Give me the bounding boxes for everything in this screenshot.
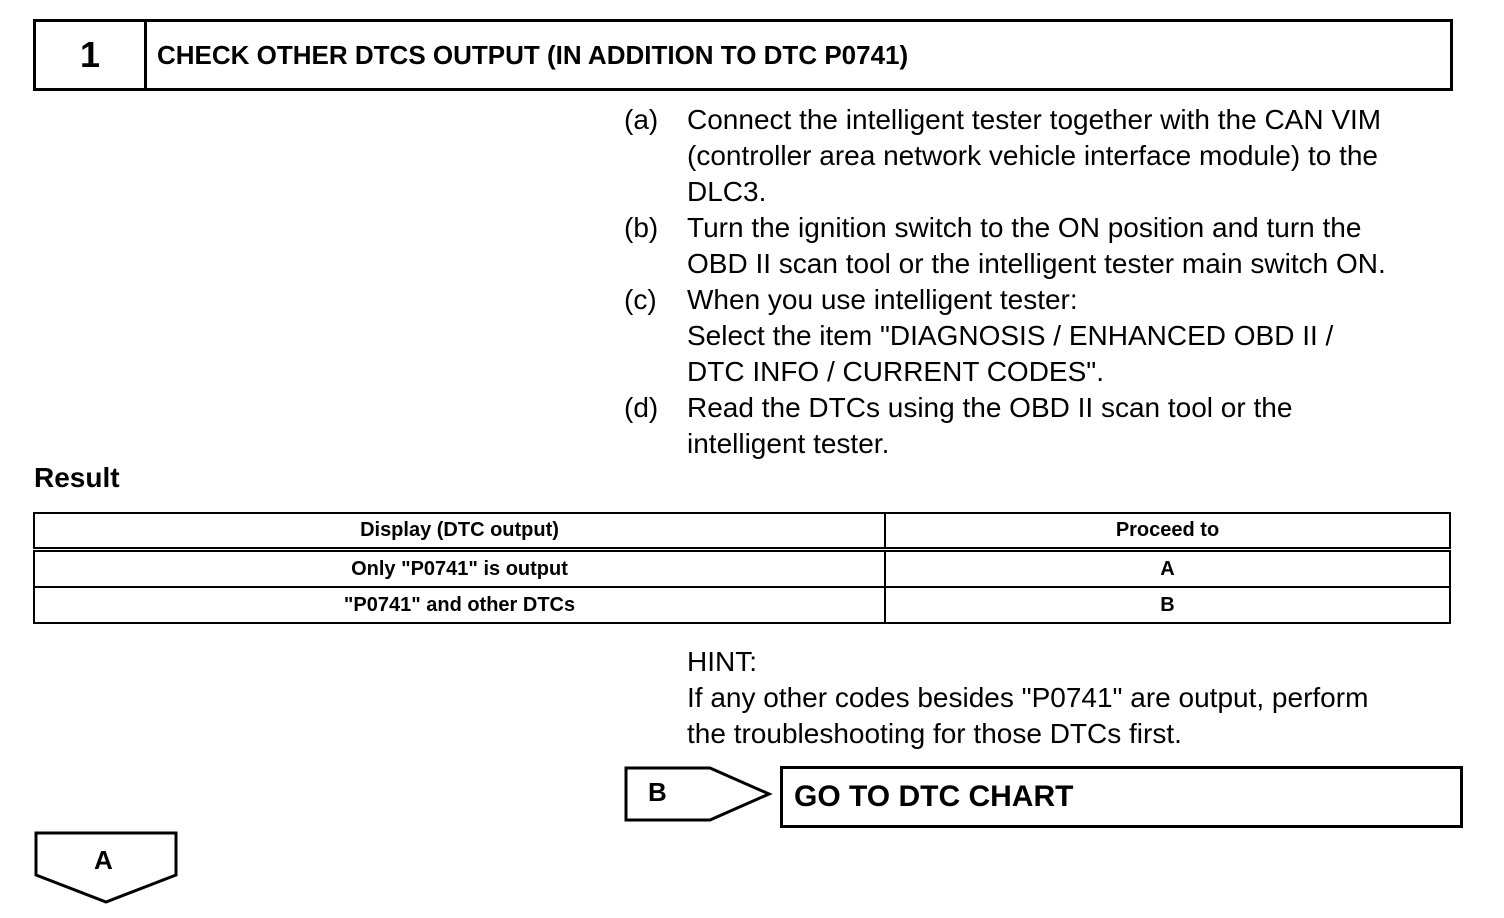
column-header-display: Display (DTC output) [34, 513, 885, 550]
instruction-line: (controller area network vehicle interface module) to the [687, 140, 1379, 171]
result-heading: Result [34, 462, 120, 493]
hint-line: the troubleshooting for those DTCs first. [687, 718, 1182, 749]
instruction-line: Connect the intelligent tester together with the CAN VIM [687, 104, 1382, 135]
hint-label: HINT: [687, 646, 757, 677]
instruction-item [624, 102, 1464, 210]
instruction-text [687, 210, 1464, 282]
instruction-line: DTC INFO / CURRENT CODES". [687, 356, 1104, 387]
instruction-item [624, 282, 1464, 390]
table-row [34, 550, 1450, 588]
right-arrow-icon [624, 766, 774, 824]
table-cell-display: Only "P0741" is output [34, 550, 885, 588]
step-header [33, 19, 1453, 91]
table-cell-proceed: B [885, 587, 1450, 623]
branch-a-arrow [34, 831, 180, 910]
instruction-list [624, 102, 1464, 462]
instruction-line: OBD II scan tool or the intelligent tester main switch ON. [687, 248, 1386, 279]
instruction-line: Read the DTCs using the OBD II scan tool or the [687, 392, 1293, 423]
instruction-line: Turn the ignition switch to the ON position and turn the [687, 212, 1362, 243]
instruction-text [687, 282, 1464, 390]
goto-dtc-chart-box: GO TO DTC CHART [780, 766, 1463, 828]
table-header-row [34, 513, 1450, 550]
instruction-text [687, 390, 1464, 462]
hint-block [687, 644, 1467, 752]
instruction-letter: (a) [624, 104, 659, 135]
instruction-line: intelligent tester. [687, 428, 890, 459]
instruction-letter: (c) [624, 284, 657, 315]
hint-line: If any other codes besides "P0741" are output, perform [687, 682, 1369, 713]
instruction-line: Select the item "DIAGNOSIS / ENHANCED OBD II / [687, 320, 1334, 351]
instruction-item [624, 210, 1464, 282]
table-cell-display: "P0741" and other DTCs [34, 587, 885, 623]
instruction-text [687, 102, 1464, 210]
table-row [34, 587, 1450, 623]
instruction-item [624, 390, 1464, 462]
column-header-proceed: Proceed to [885, 513, 1450, 550]
branch-a-label: A [94, 845, 113, 875]
table-cell-proceed: A [885, 550, 1450, 588]
result-table [33, 512, 1451, 624]
instruction-letter: (b) [624, 212, 659, 243]
branch-b-arrow [624, 766, 774, 829]
step-number: 1 [36, 22, 147, 88]
step-title: CHECK OTHER DTCS OUTPUT (IN ADDITION TO DTC P0741) [157, 39, 909, 70]
instruction-letter: (d) [624, 392, 659, 423]
branch-b-label: B [648, 777, 667, 807]
instruction-line: When you use intelligent tester: [687, 284, 1078, 315]
instruction-line: DLC3. [687, 176, 767, 207]
